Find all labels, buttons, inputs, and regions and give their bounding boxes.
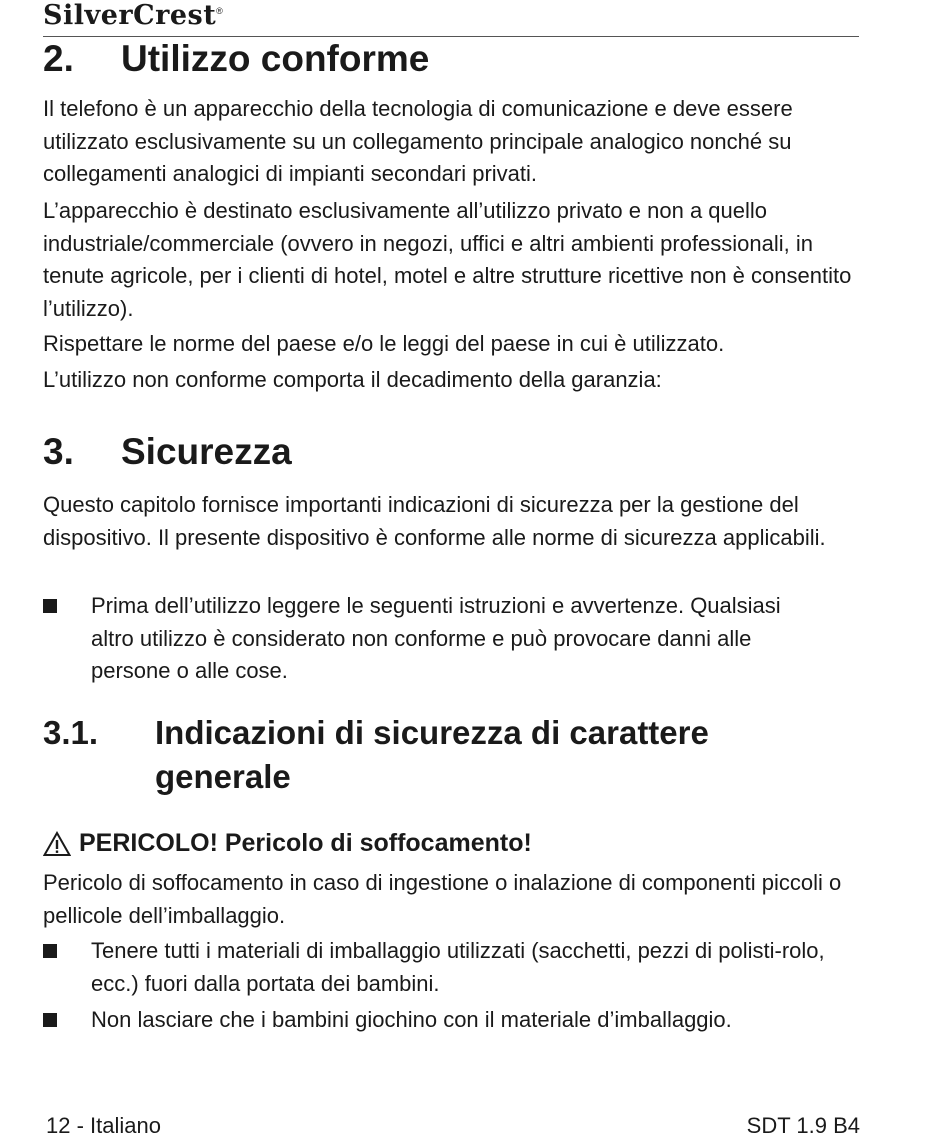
section-2-title: Utilizzo conforme	[121, 38, 430, 79]
danger-warning	[43, 829, 532, 858]
list-item	[43, 935, 843, 1000]
warning-text: Pericolo di soffocamento in caso di ingestione o inalazione di componenti piccoli o pellicole dell’imballaggio.	[43, 870, 842, 928]
brand-logo	[43, 0, 223, 31]
bullet-square-icon	[43, 935, 91, 1000]
section-2-number: 2.	[43, 38, 74, 79]
bullet-square-icon	[43, 590, 91, 688]
header-rule	[43, 36, 859, 37]
list-item-text: Tenere tutti i materiali di imballaggio utilizzati (sacchetti, pezzi di polisti-rolo, ecc.) fuori dalla portata dei bambini.	[91, 938, 825, 996]
warning-triangle-icon	[43, 831, 71, 857]
section-3-heading	[43, 431, 292, 473]
section-2-heading	[43, 38, 429, 80]
warning-title: PERICOLO! Pericolo di soffocamento!	[79, 829, 532, 857]
bullet-square-icon	[43, 1004, 91, 1037]
brand-name: SilverCrest	[43, 0, 217, 31]
section-3-title: Sicurezza	[121, 431, 292, 472]
section-3-1-title-line-2: generale	[155, 758, 291, 795]
section-3-1-heading	[43, 711, 709, 799]
section-3-1-title-line-1: Indicazioni di sicurezza di carattere	[155, 714, 709, 751]
section-2-paragraph-2: L’apparecchio è destinato esclusivamente all’utilizzo privato e non a quello industriale/commerciale (ovvero in negozi, uffici e altri ambienti professionali, in tenute agricole, per i clienti di hotel, motel e altre strutture ricettive non è consentito l’utilizzo).	[43, 198, 852, 321]
section-2-paragraph-4: L’utilizzo non conforme comporta il decadimento della garanzia:	[43, 367, 662, 392]
footer-model-label: SDT 1.9 B4	[746, 1113, 860, 1138]
list-item	[43, 590, 813, 688]
footer-page-label: 12 - Italiano	[46, 1113, 161, 1138]
section-3-intro: Questo capitolo fornisce importanti indicazioni di sicurezza per la gestione del dispositivo. Il presente dispositivo è conforme alle norme di sicurezza applicabili.	[43, 492, 826, 550]
section-3-1-title	[155, 711, 709, 799]
section-3-number: 3.	[43, 431, 74, 472]
list-item	[43, 1004, 863, 1037]
section-3-1-number: 3.1.	[43, 714, 99, 751]
section-2-paragraph-3: Rispettare le norme del paese e/o le leggi del paese in cui è utilizzato.	[43, 331, 725, 356]
list-item-text: Non lasciare che i bambini giochino con il materiale d’imballaggio.	[91, 1007, 732, 1032]
list-item-text: Prima dell’utilizzo leggere le seguenti istruzioni e avvertenze. Qualsiasi altro utilizzo è considerato non conforme e può provocare danni alle persone o alle cose.	[91, 593, 781, 683]
registered-mark: ®	[216, 6, 224, 16]
section-2-paragraph-1: Il telefono è un apparecchio della tecnologia di comunicazione e deve essere utilizzato esclusivamente su un collegamento principale analogico nonché su collegamenti analogici di impianti secondari privati.	[43, 96, 793, 186]
